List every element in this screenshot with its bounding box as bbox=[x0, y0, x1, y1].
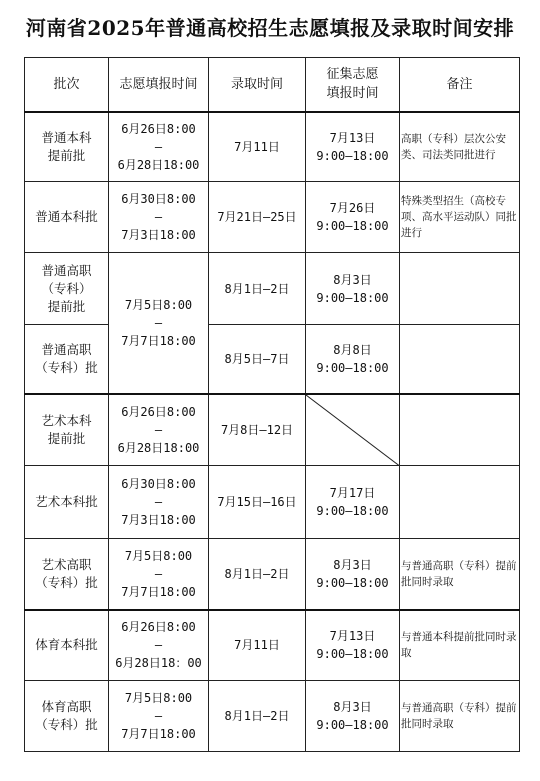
admit-time-cell: 7月11日 bbox=[209, 112, 306, 182]
collect-time-cell: 8月3日 9:00—18:00 bbox=[306, 539, 400, 610]
admit-time-cell: 8月5日—7日 bbox=[209, 325, 306, 394]
header-note: 备注 bbox=[400, 58, 520, 112]
diagonal-line bbox=[306, 395, 399, 466]
header-fill-time: 志愿填报时间 bbox=[109, 58, 209, 112]
batch-cell: 体育高职 （专科）批 bbox=[25, 681, 109, 752]
table-row bbox=[25, 325, 520, 394]
table-row bbox=[25, 182, 520, 253]
table-row bbox=[25, 112, 520, 182]
batch-cell: 普通本科 提前批 bbox=[25, 112, 109, 182]
fill-time-cell: 7月5日8:00 — 7月7日18:00 bbox=[109, 681, 209, 752]
collect-time-cell: 7月17日 9:00—18:00 bbox=[306, 466, 400, 539]
table-row bbox=[25, 681, 520, 752]
table-row bbox=[25, 539, 520, 610]
collect-time-cell-empty bbox=[306, 394, 400, 466]
batch-cell: 体育本科批 bbox=[25, 610, 109, 681]
collect-time-cell: 7月26日 9:00—18:00 bbox=[306, 182, 400, 253]
batch-cell: 普通高职 （专科） 提前批 bbox=[25, 253, 109, 325]
collect-time-cell: 8月8日 9:00—18:00 bbox=[306, 325, 400, 394]
batch-cell: 普通高职 （专科）批 bbox=[25, 325, 109, 394]
note-cell: 与普通高职（专科）提前批同时录取 bbox=[400, 539, 520, 610]
header-batch: 批次 bbox=[25, 58, 109, 112]
header-collect-time: 征集志愿 填报时间 bbox=[306, 58, 400, 112]
admit-time-cell: 8月1日—2日 bbox=[209, 681, 306, 752]
batch-cell: 艺术本科批 bbox=[25, 466, 109, 539]
admit-time-cell: 7月21日—25日 bbox=[209, 182, 306, 253]
fill-time-cell: 6月30日8:00 — 7月3日18:00 bbox=[109, 466, 209, 539]
note-cell: 与普通本科提前批同时录取 bbox=[400, 610, 520, 681]
fill-time-cell: 6月30日8:00 — 7月3日18:00 bbox=[109, 182, 209, 253]
table-row bbox=[25, 466, 520, 539]
schedule-table bbox=[24, 57, 520, 752]
admit-time-cell: 8月1日—2日 bbox=[209, 539, 306, 610]
fill-time-cell: 7月5日8:00 — 7月7日18:00 bbox=[109, 539, 209, 610]
admit-time-cell: 7月11日 bbox=[209, 610, 306, 681]
fill-time-cell: 6月26日8:00 — 6月28日18:00 bbox=[109, 394, 209, 466]
admit-time-cell: 7月15日—16日 bbox=[209, 466, 306, 539]
admit-time-cell: 8月1日—2日 bbox=[209, 253, 306, 325]
note-cell bbox=[400, 394, 520, 466]
note-cell bbox=[400, 325, 520, 394]
note-cell: 特殊类型招生（高校专项、高水平运动队）同批进行 bbox=[400, 182, 520, 253]
fill-time-cell: 6月26日8:00 — 6月28日18:00 bbox=[109, 112, 209, 182]
collect-time-cell: 8月3日 9:00—18:00 bbox=[306, 681, 400, 752]
page-title: 河南省2025年普通高校招生志愿填报及录取时间安排 bbox=[25, 16, 515, 40]
batch-cell: 艺术本科 提前批 bbox=[25, 394, 109, 466]
collect-time-cell: 7月13日 9:00—18:00 bbox=[306, 112, 400, 182]
table-row bbox=[25, 253, 520, 325]
header-row bbox=[25, 58, 520, 112]
collect-time-cell: 7月13日 9:00—18:00 bbox=[306, 610, 400, 681]
fill-time-cell: 7月5日8:00 — 7月7日18:00 bbox=[109, 253, 209, 394]
note-cell: 高职（专科）层次公安类、司法类同批进行 bbox=[400, 112, 520, 182]
batch-cell: 普通本科批 bbox=[25, 182, 109, 253]
admit-time-cell: 7月8日—12日 bbox=[209, 394, 306, 466]
note-cell bbox=[400, 253, 520, 325]
note-cell bbox=[400, 466, 520, 539]
batch-cell: 艺术高职 （专科）批 bbox=[25, 539, 109, 610]
fill-time-cell: 6月26日8:00 — 6月28日18：00 bbox=[109, 610, 209, 681]
header-admit-time: 录取时间 bbox=[209, 58, 306, 112]
table-row bbox=[25, 610, 520, 681]
collect-time-cell: 8月3日 9:00—18:00 bbox=[306, 253, 400, 325]
table-row bbox=[25, 394, 520, 466]
note-cell: 与普通高职（专科）提前批同时录取 bbox=[400, 681, 520, 752]
